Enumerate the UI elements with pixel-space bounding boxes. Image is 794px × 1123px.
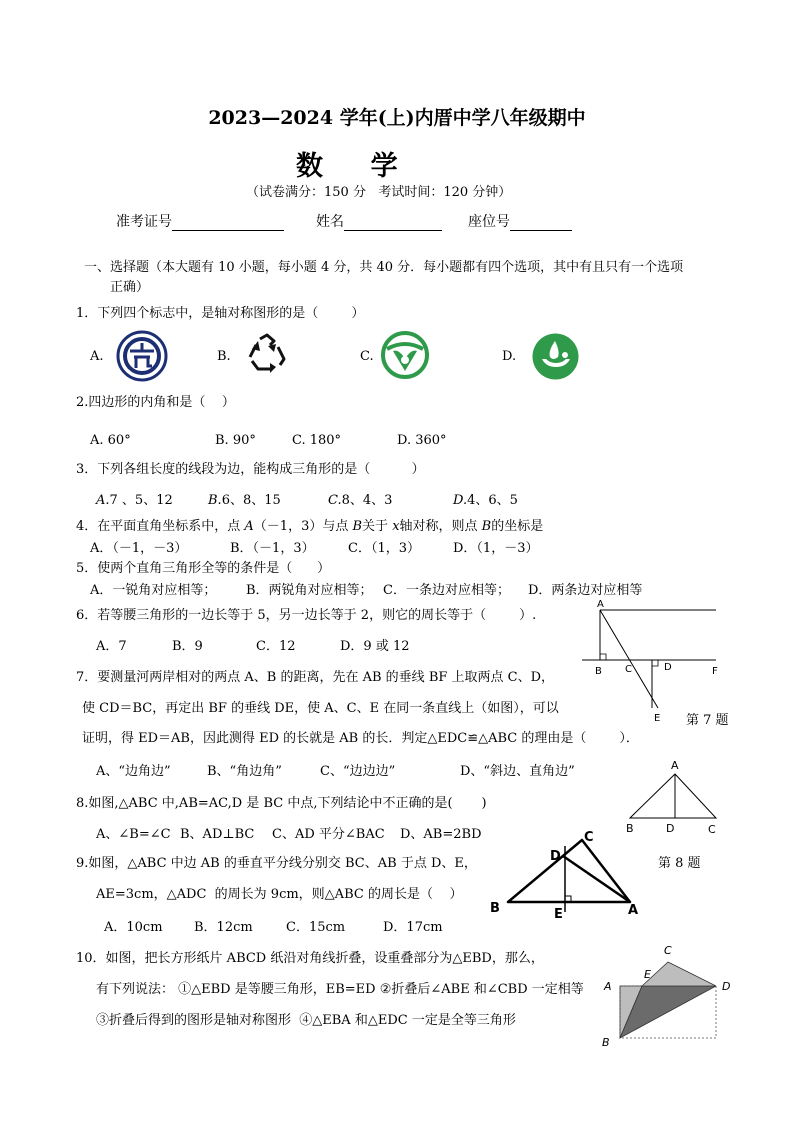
q7-figure — [578, 596, 728, 726]
q2-option-a[interactable]: A. 60° — [90, 433, 131, 448]
q10-label-a: A — [604, 980, 612, 993]
q8-figure-label: 第 8 题 — [658, 856, 701, 871]
q9-label-a: A — [628, 903, 639, 918]
q7-label-e: E — [654, 713, 661, 724]
q6-stem: 6．若等腰三角形的一边长等于 5，另一边长等于 2，则它的周长等于（ ）. — [76, 608, 537, 623]
q9-option-b[interactable]: B．12cm — [194, 920, 253, 935]
recycle-icon — [244, 331, 290, 377]
q1-option-c-label: C. — [360, 349, 374, 364]
q7-label-f: F — [712, 666, 718, 677]
q4-stem-part: 的坐标是 — [491, 519, 544, 534]
name-label: 姓名 — [316, 214, 344, 230]
exam-note: （试卷满分：150 分 考试时间：120 分钟） — [246, 185, 512, 200]
q8-option-a[interactable]: A、∠B=∠C — [96, 827, 171, 842]
q4-option-a[interactable]: A．（－1，－3） — [90, 541, 188, 556]
q10-line-3: ③折叠后得到的图形是轴对称图形 ④△EBA 和△EDC 一定是全等三角形 — [96, 1013, 516, 1028]
q1-option-b-label: B. — [217, 349, 231, 364]
green-v-logo-icon — [381, 331, 429, 379]
name-field[interactable] — [316, 211, 442, 231]
q1-option-d-label: D. — [502, 349, 517, 364]
q5-stem: 5．使两个直角三角形全等的条件是（ ） — [76, 561, 331, 576]
q4-point-a: A — [244, 519, 254, 534]
q5-option-b[interactable]: B．两锐角对应相等； — [246, 583, 373, 598]
q2-option-d[interactable]: D. 360° — [397, 433, 447, 448]
q4-stem — [76, 515, 543, 534]
q9-label-e: E — [554, 907, 563, 922]
q3-option-b-text: 6、8、15 — [221, 493, 281, 508]
exam-title: 2023—2024 学年(上)内厝中学八年级期中 — [208, 107, 586, 129]
exam-number-blank[interactable] — [172, 216, 284, 231]
q3-option-c[interactable] — [328, 489, 392, 508]
q3-option-c-text: 8、4、3 — [341, 493, 393, 508]
section1-heading: 一、选择题（本大题有 10 小题，每小题 4 分，共 40 分．每小题都有四个选项，其中有且只有一个选项 — [84, 260, 684, 275]
q4-axis-x: x — [392, 519, 400, 534]
seat-blank[interactable] — [510, 216, 572, 231]
q9-option-a[interactable]: A．10cm — [104, 920, 163, 935]
q3-option-b[interactable] — [208, 489, 281, 508]
q9-figure — [484, 826, 644, 922]
q3-option-a[interactable] — [96, 489, 173, 508]
q3-option-a-letter: A. — [96, 493, 110, 508]
q3-option-c-letter: C. — [328, 493, 342, 508]
q1-option-a-label: A. — [90, 349, 104, 364]
q9-line-2: AE=3cm，△ADC 的周长为 9cm，则△ABC 的周长是（ ） — [96, 887, 463, 902]
logo-a-icon — [116, 330, 168, 382]
q8-option-b[interactable]: B、AD⊥BC — [180, 827, 255, 842]
q8-label-b: B — [626, 822, 634, 835]
q7-label-c: C — [625, 664, 632, 675]
q8-stem: 8.如图,△ABC 中,AB=AC,D 是 BC 中点,下列结论中不正确的是( ) — [76, 796, 487, 811]
q6-option-a[interactable]: A．7 — [96, 639, 127, 654]
q7-segment-ae — [600, 610, 658, 708]
subject-title: 数 学 — [296, 151, 400, 182]
q6-option-b[interactable]: B．9 — [172, 639, 203, 654]
q7-option-d[interactable]: D、“斜边、直角边” — [460, 764, 575, 779]
q9-label-b: B — [490, 901, 500, 916]
q9-option-d[interactable]: D．17cm — [383, 920, 443, 935]
q8-label-d: D — [666, 822, 675, 835]
exam-number-label: 准考证号 — [116, 214, 172, 230]
seat-field[interactable] — [468, 211, 572, 231]
q3-option-d-text: 4、6、5 — [467, 493, 518, 508]
q4-stem-part: （－1，3）与点 — [253, 519, 353, 534]
green-drop-logo-icon — [532, 333, 579, 380]
q4-stem-part: 关于 — [362, 519, 393, 534]
q9-option-c[interactable]: C．15cm — [286, 920, 346, 935]
q10-label-b: B — [602, 1036, 610, 1049]
q5-option-a[interactable]: A．一锐角对应相等； — [90, 583, 217, 598]
q3-option-a-text: 7 、5、12 — [109, 493, 173, 508]
q9-label-c: C — [584, 830, 594, 845]
q4-option-b[interactable]: B．（－1，3） — [230, 541, 315, 556]
q9-line-1: 9.如图，△ABC 中边 AB 的垂直平分线分别交 BC、AB 于点 D、E， — [76, 856, 477, 871]
q8-option-d[interactable]: D、AB=2BD — [400, 827, 482, 842]
q7-line-2: 使 CD＝BC，再定出 BF 的垂线 DE，使 A、C、E 在同一条直线上（如图），可以 — [82, 701, 559, 716]
q7-right-angle-b — [600, 654, 606, 660]
q7-option-a[interactable]: A、“边角边” — [96, 764, 171, 779]
q2-option-c[interactable]: C. 180° — [292, 433, 342, 448]
q6-option-d[interactable]: D．9 或 12 — [340, 639, 410, 654]
q7-figure-label: 第 7 题 — [686, 713, 729, 728]
q1-stem: 1．下列四个标志中，是轴对称图形的是（ ） — [76, 306, 365, 321]
q2-option-b[interactable]: B. 90° — [215, 433, 256, 448]
q4-stem-part: 4．在平面直角坐标系中，点 — [76, 519, 245, 534]
q5-option-d[interactable]: D．两条边对应相等 — [528, 583, 643, 598]
q10-label-e: E — [644, 968, 651, 981]
q5-option-c[interactable]: C．一条边对应相等； — [383, 583, 510, 598]
q7-line-1: 7．要测量河两岸相对的两点 A、B 的距离，先在 AB 的垂线 BF 上取两点 C、D， — [76, 670, 555, 685]
q7-option-b[interactable]: B、“角边角” — [207, 764, 282, 779]
exam-number-field[interactable] — [116, 211, 284, 231]
name-blank[interactable] — [344, 216, 442, 231]
q10-line-1: 10．如图，把长方形纸片 ABCD 纸沿对角线折叠，设重叠部分为△EBD，那么， — [76, 951, 544, 966]
q2-stem: 2.四边形的内角和是（ ） — [76, 395, 235, 410]
q7-label-a: A — [597, 599, 604, 610]
q4-option-d[interactable]: D．（1，－3） — [453, 541, 539, 556]
q7-label-d: D — [664, 662, 672, 673]
q8-label-a: A — [671, 759, 679, 772]
q8-label-c: C — [708, 823, 716, 836]
q3-option-d-letter: D. — [453, 493, 468, 508]
q7-right-angle-d — [652, 660, 658, 666]
q4-point-b: B — [481, 519, 492, 534]
q7-label-b: B — [595, 666, 602, 677]
section1-heading-cont: 正确） — [110, 280, 150, 295]
q10-label-d: D — [722, 980, 731, 993]
q9-label-d: D — [550, 849, 561, 864]
q10-figure — [600, 940, 740, 1050]
q6-option-c[interactable]: C．12 — [256, 639, 296, 654]
q3-stem: 3．下列各组长度的线段为边，能构成三角形的是（ ） — [76, 462, 425, 477]
q3-option-d[interactable] — [453, 489, 518, 508]
q7-option-c[interactable]: C、“边边边” — [320, 764, 396, 779]
q8-option-c[interactable]: C、AD 平分∠BAC — [272, 827, 385, 842]
q4-point-b: B — [352, 519, 363, 534]
q3-option-b-letter: B. — [208, 493, 222, 508]
q10-line-2: 有下列说法： ①△EBD 是等腰三角形，EB=ED ②折叠后∠ABE 和∠CBD 一定相等 — [96, 982, 584, 997]
q7-line-3: 证明，得 ED＝AB，因此测得 ED 的长就是 AB 的长．判定△EDC≌△ABC 的理由是（ ）． — [82, 731, 639, 746]
q4-option-c[interactable]: C．（1，3） — [348, 541, 420, 556]
q10-label-c: C — [664, 944, 672, 957]
q4-stem-part: 轴对称，则点 — [399, 519, 482, 534]
seat-label: 座位号 — [468, 214, 510, 230]
